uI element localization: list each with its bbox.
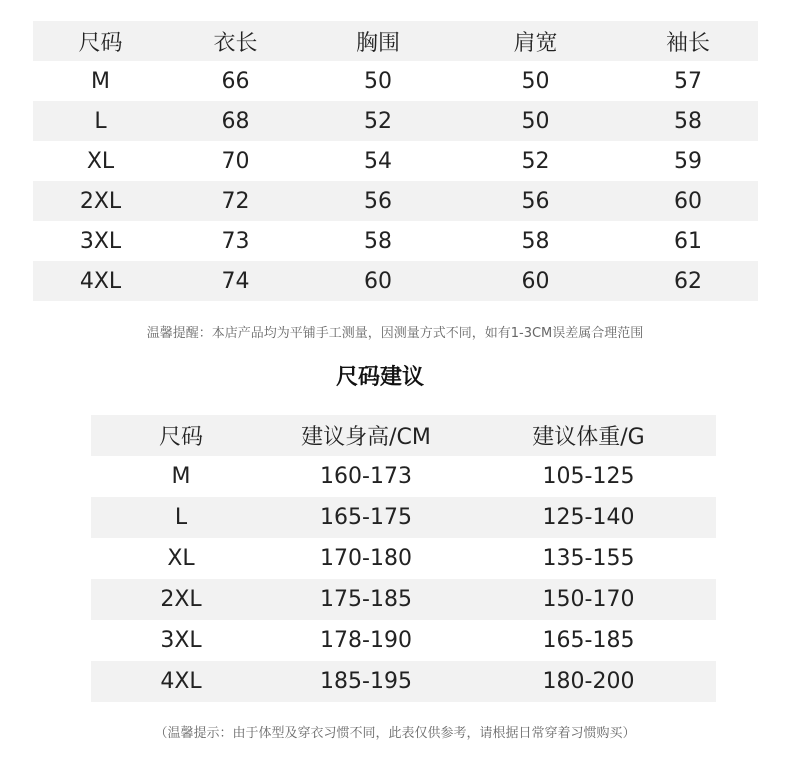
sleeve-cell: 57 xyxy=(674,68,702,94)
table-row xyxy=(91,456,716,497)
weight-cell: 105-125 xyxy=(542,464,635,489)
height-cell: 175-185 xyxy=(320,587,412,612)
table-row xyxy=(33,181,758,221)
shoulder-cell: 58 xyxy=(521,228,550,254)
weight-cell: 165-185 xyxy=(542,628,635,653)
header-sleeve: 袖长 xyxy=(665,30,710,56)
sleeve-cell: 59 xyxy=(674,148,702,174)
size-cell: XL xyxy=(167,546,195,571)
shoulder-cell: 50 xyxy=(521,108,550,134)
header-length: 衣长 xyxy=(213,30,258,56)
size-cell: M xyxy=(171,464,191,489)
sleeve-cell: 61 xyxy=(674,228,702,254)
chest-cell: 54 xyxy=(364,148,392,174)
shoulder-cell: 60 xyxy=(521,268,550,294)
table-row xyxy=(33,221,758,261)
size-chart-header-row xyxy=(33,21,758,61)
height-cell: 170-180 xyxy=(320,546,412,571)
chest-cell: 58 xyxy=(364,228,392,254)
size-cell: 4XL xyxy=(160,669,202,694)
size-cell: XL xyxy=(86,148,115,174)
chest-cell: 50 xyxy=(364,68,392,94)
size-cell: 3XL xyxy=(160,628,202,653)
reference-note: （温馨提示：由于体型及穿衣习惯不同，此表仅供参考，请根据日常穿着习惯购买） xyxy=(154,726,636,741)
size-chart-table xyxy=(33,21,758,301)
header-weight: 建议体重/G xyxy=(532,425,645,450)
header-shoulder: 肩宽 xyxy=(513,30,558,56)
shoulder-cell: 50 xyxy=(521,68,550,94)
chest-cell: 56 xyxy=(364,188,392,214)
header-height: 建议身高/CM xyxy=(301,425,431,450)
length-cell: 70 xyxy=(221,148,250,174)
header-size: 尺码 xyxy=(158,425,203,450)
length-cell: 68 xyxy=(221,108,250,134)
size-cell: L xyxy=(94,108,107,134)
size-cell: 2XL xyxy=(79,188,122,214)
header-chest: 胸围 xyxy=(355,30,400,56)
recommendation-title: 尺码建议 xyxy=(335,365,424,390)
table-row xyxy=(33,261,758,301)
weight-cell: 125-140 xyxy=(542,505,635,530)
size-cell: M xyxy=(91,68,110,94)
size-cell: L xyxy=(174,505,188,530)
sleeve-cell: 60 xyxy=(674,188,702,214)
height-cell: 165-175 xyxy=(320,505,412,530)
table-row xyxy=(91,497,716,538)
table-row xyxy=(91,538,716,579)
height-cell: 160-173 xyxy=(320,464,412,489)
measurement-note: 温馨提醒：本店产品均为平铺手工测量，因测量方式不同，如有1-3CM误差属合理范围 xyxy=(146,326,644,341)
sleeve-cell: 62 xyxy=(674,268,702,294)
chest-cell: 52 xyxy=(364,108,392,134)
table-row xyxy=(91,620,716,661)
chest-cell: 60 xyxy=(364,268,392,294)
table-row xyxy=(33,101,758,141)
table-row xyxy=(33,141,758,181)
height-cell: 178-190 xyxy=(320,628,412,653)
table-row xyxy=(91,579,716,620)
table-row xyxy=(33,61,758,101)
recommendation-header-row xyxy=(91,415,716,456)
weight-cell: 135-155 xyxy=(542,546,635,571)
size-cell: 4XL xyxy=(79,268,122,294)
length-cell: 66 xyxy=(221,68,250,94)
sleeve-cell: 58 xyxy=(674,108,702,134)
header-size: 尺码 xyxy=(78,30,123,56)
height-cell: 185-195 xyxy=(320,669,412,694)
length-cell: 72 xyxy=(221,188,250,214)
table-row xyxy=(91,661,716,702)
shoulder-cell: 56 xyxy=(521,188,550,214)
weight-cell: 150-170 xyxy=(542,587,635,612)
size-cell: 2XL xyxy=(160,587,202,612)
length-cell: 74 xyxy=(221,268,250,294)
size-cell: 3XL xyxy=(79,228,122,254)
recommendation-table xyxy=(91,415,716,702)
shoulder-cell: 52 xyxy=(521,148,550,174)
length-cell: 73 xyxy=(221,228,250,254)
weight-cell: 180-200 xyxy=(542,669,635,694)
